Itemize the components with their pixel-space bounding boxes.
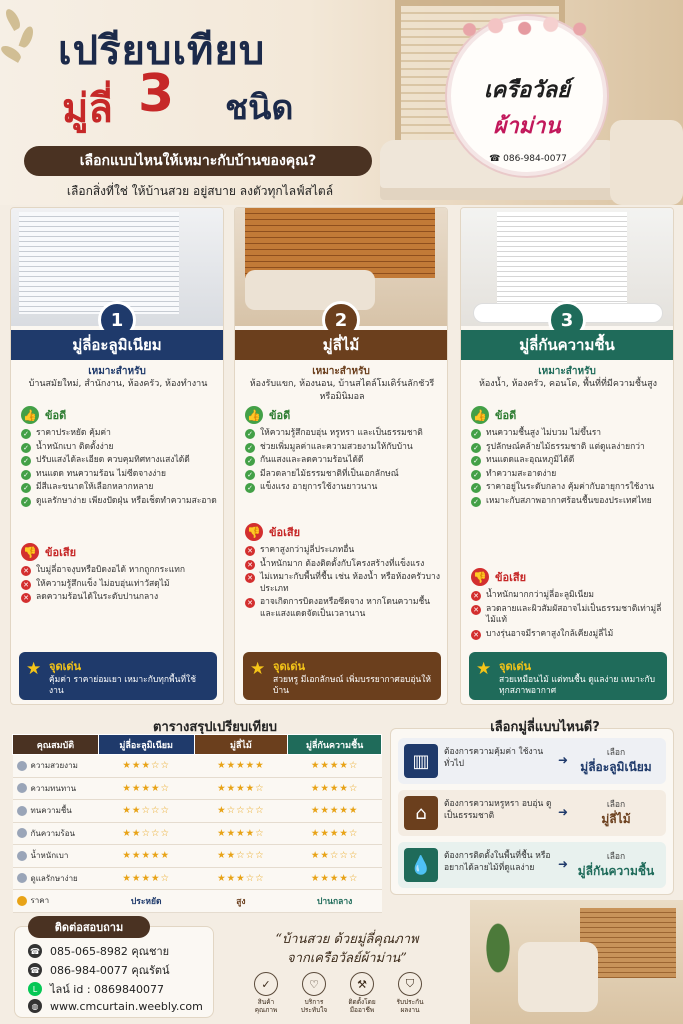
- check-icon: ✓: [245, 456, 255, 466]
- pro-item: ✓ ทนความชื้นสูง ไม่บวม ไม่ขึ้นรา: [471, 428, 667, 440]
- suitable-text: ห้องรับแขก, ห้องนอน, บ้านสไตล์โมเดิร์นลักชัวรี หรือมินิมอล: [249, 379, 435, 402]
- pro-item: ✓ ปรับแสงได้ละเอียด ควบคุมทิศทางแสงได้ดี: [21, 455, 217, 467]
- highlight-box: ★ จุดเด่น คุ้มค่า ราคาย่อมเยา เหมาะกับทุกพื้นที่ใช้งาน: [19, 652, 217, 700]
- contact-website[interactable]: ◍ www.cmcurtain.weebly.com: [28, 999, 203, 1013]
- check-icon: ✓: [21, 483, 31, 493]
- con-item: ✕ ไม่เหมาะกับพื้นที่ชื้น เช่น ห้องน้ำ หรือห้องครัวบางประเภท: [245, 572, 441, 595]
- choose-option-aluminium: ▥ ต้องการความคุ้มค่า ใช้งานทั่วไป ➜ เลือก มู่ลี่อะลูมิเนียม: [398, 738, 666, 784]
- star-rating: ★★★★☆: [288, 777, 382, 800]
- check-shield-icon: ✓: [254, 972, 278, 996]
- highlight-box: ★ จุดเด่น สวยหรู มีเอกลักษณ์ เพิ่มบรรยากาศอบอุ่นให้บ้าน: [243, 652, 441, 700]
- pro-item: ✓ ทนแดด ทนความร้อน ไม่ซีดจางง่าย: [21, 469, 217, 481]
- con-item: ✕ ลวดลายและผิวสัมผัสอาจไม่เป็นธรรมชาติเท่ามู่ลี่ไม้แท้: [471, 604, 667, 627]
- page-title-blinds: มู่ลี่: [62, 86, 113, 132]
- tagline: เลือกสิ่งที่ใช่ ให้บ้านสวย อยู่สบาย ลงตัวทุกไลฟ์สไตล์: [66, 184, 334, 198]
- attribute-icon: [17, 828, 27, 838]
- flower-decoration-icon: [455, 14, 600, 40]
- line-app-icon: L: [28, 982, 42, 996]
- check-icon: ✓: [21, 497, 31, 507]
- pro-item: ✓ ช่วยเพิ่มมูลค่าและความสวยงามให้กับบ้าน: [245, 442, 441, 454]
- table-header: มู่ลี่กันความชื้น: [288, 735, 382, 755]
- pro-item: ✓ ราคาอยู่ในระดับกลาง คุ้มค่ากับอายุการใช้งาน: [471, 482, 667, 494]
- pro-item: ✓ รูปลักษณ์คล้ายไม้ธรรมชาติ แต่ดูแลง่ายกว่า: [471, 442, 667, 454]
- page-title-line1: เปรียบเทียบ: [58, 28, 266, 74]
- cross-icon: ✕: [471, 591, 481, 601]
- check-icon: ✓: [245, 483, 255, 493]
- choose-option-moisture: 💧 ต้องการติดตั้งในพื้นที่ชื้น หรืออยากได้ลายไม้ที่ดูแลง่าย ➜ เลือก มู่ลี่กันความชื้น: [398, 842, 666, 888]
- table-row-label: ความทนทาน: [13, 777, 99, 800]
- page-title-types: ชนิด: [225, 88, 294, 128]
- con-item: ✕ บางรุ่นอาจมีราคาสูงใกล้เคียงมู่ลี่ไม้: [471, 629, 667, 641]
- cross-icon: ✕: [471, 630, 481, 640]
- star-rating: ★★★★☆: [194, 822, 288, 845]
- cons-section: 👎 ข้อเสีย ✕ ราคาสูงกว่ามู่ลี่ประเภทอื่น ✕ น้ำหนักมาก ต้องติดตั้งกับโครงสร้างที่แข็งแรง ✕ ไม่เหมาะกับพื้นที่ชื้น เช่น ห้องน้ำ หรือห้องครัวบางประเภท ✕ อาจเกิดการบิดงอหรือซีดจาง หากโดนความชื้นและแสงแดดจัดเป็นเวลานาน: [245, 523, 441, 622]
- table-row-label: ทนความชื้น: [13, 800, 99, 823]
- pro-item: ✓ ดูแลรักษาง่าย เพียงปัดฝุ่น หรือเช็ดทำความสะอาด: [21, 496, 217, 508]
- star-rating: ★★☆☆☆: [98, 800, 194, 823]
- con-item: ✕ อาจเกิดการบิดงอหรือซีดจาง หากโดนความชื้นและแสงแดดจัดเป็นเวลานาน: [245, 597, 441, 620]
- cross-icon: ✕: [245, 560, 255, 570]
- suitable-heading: เหมาะสำหรับ: [312, 366, 370, 377]
- star-icon: ★: [476, 659, 492, 679]
- star-rating: ★★★★☆: [98, 867, 194, 890]
- bottom-room-photo: [470, 900, 683, 1024]
- contact-phone-1[interactable]: ☎ 085-065-8982 คุณชาย: [28, 942, 169, 960]
- page-title-number: 3: [138, 64, 175, 124]
- card-aluminium: [10, 207, 224, 705]
- check-icon: ✓: [471, 429, 481, 439]
- star-rating: ★☆☆☆☆: [194, 800, 288, 823]
- pro-item: ✓ มีลวดลายไม้ธรรมชาติที่เป็นเอกลักษณ์: [245, 469, 441, 481]
- handshake-icon: ♡: [302, 972, 326, 996]
- shield-icon: ⛉: [398, 972, 422, 996]
- table-header: มู่ลี่ไม้: [194, 735, 288, 755]
- table-row: [13, 777, 382, 800]
- suitable-text: ห้องน้ำ, ห้องครัว, คอนโด, พื้นที่ที่มีความชื้นสูง: [478, 379, 658, 389]
- attribute-icon: [17, 783, 27, 793]
- thumbs-up-icon: 👍: [245, 406, 263, 424]
- cross-icon: ✕: [471, 605, 481, 615]
- pro-item: ✓ ทำความสะอาดง่าย: [471, 469, 667, 481]
- badge-quality: ✓ สินค้า คุณภาพ: [244, 972, 288, 1014]
- contact-line[interactable]: L ไลน์ id : 0869840077: [28, 980, 164, 998]
- con-item: ✕ ให้ความรู้สึกแข็ง ไม่อบอุ่นเท่าวัสดุไม้: [21, 579, 217, 591]
- table-row-label: ดูแลรักษาง่าย: [13, 867, 99, 890]
- table-header: มู่ลี่อะลูมิเนียม: [98, 735, 194, 755]
- pro-item: ✓ เหมาะกับสภาพอากาศร้อนชื้นของประเทศไทย: [471, 496, 667, 508]
- card-title: มู่ลี่ไม้: [235, 330, 447, 360]
- card-number-badge: 3: [548, 301, 586, 339]
- card-number-badge: 2: [322, 301, 360, 339]
- suitable-text: บ้านสมัยใหม่, สำนักงาน, ห้องครัว, ห้องทำงาน: [28, 379, 208, 389]
- table-row: [13, 755, 382, 778]
- cross-icon: ✕: [21, 566, 31, 576]
- cross-icon: ✕: [245, 573, 255, 583]
- thumbs-down-icon: 👎: [21, 543, 39, 561]
- pro-item: ✓ ราคาประหยัด คุ้มค่า: [21, 428, 217, 440]
- table-row: [13, 867, 382, 890]
- con-item: ✕ น้ำหนักมากกว่ามู่ลี่อะลูมิเนียม: [471, 590, 667, 602]
- check-icon: ✓: [245, 429, 255, 439]
- thumbs-up-icon: 👍: [471, 406, 489, 424]
- comparison-table-title: ตารางสรุปเปรียบเทียบ: [153, 720, 277, 735]
- badge-warranty: ⛉ รับประกัน ผลงาน: [388, 972, 432, 1014]
- pro-item: ✓ กันแสงและลดความร้อนได้ดี: [245, 455, 441, 467]
- pro-item: ✓ แข็งแรง อายุการใช้งานยาวนาน: [245, 482, 441, 494]
- check-icon: ✓: [21, 470, 31, 480]
- check-icon: ✓: [471, 497, 481, 507]
- thumbs-down-icon: 👎: [471, 568, 489, 586]
- arrow-right-icon: ➜: [558, 857, 569, 871]
- check-icon: ✓: [471, 470, 481, 480]
- building-icon: ▥: [404, 744, 438, 778]
- price-value: สูง: [194, 890, 288, 913]
- badge-installation: ⚒ ติดตั้งโดย มืออาชีพ: [340, 972, 384, 1014]
- star-rating: ★★★★☆: [288, 822, 382, 845]
- card-title: มู่ลี่กันความชื้น: [461, 330, 673, 360]
- table-row-label: น้ำหนักเบา: [13, 845, 99, 868]
- water-drop-icon: 💧: [404, 848, 438, 882]
- check-icon: ✓: [471, 443, 481, 453]
- check-icon: ✓: [471, 456, 481, 466]
- star-rating: ★★★☆☆: [194, 867, 288, 890]
- attribute-icon: [17, 761, 27, 771]
- cross-icon: ✕: [245, 546, 255, 556]
- choose-option-wood: ⌂ ต้องการความหรูหรา อบอุ่น ดูเป็นธรรมชาติ ➜ เลือก มู่ลี่ไม้: [398, 790, 666, 836]
- pros-section: 👍 ข้อดี ✓ ทนความชื้นสูง ไม่บวม ไม่ขึ้นรา ✓ รูปลักษณ์คล้ายไม้ธรรมชาติ แต่ดูแลง่ายกว่า ✓ ทนแดดและอุณหภูมิได้ดี ✓ ทำความสะอาดง่าย ✓ ราคาอยู่ในระดับกลาง คุ้มค่ากับอายุการใช้งาน ✓ เหมาะกับสภาพอากาศร้อนชื้นของประเทศไทย: [471, 406, 667, 509]
- table-header: คุณสมบัติ: [13, 735, 99, 755]
- star-rating: ★★★★★: [98, 845, 194, 868]
- table-row: [13, 822, 382, 845]
- star-rating: ★★★★☆: [288, 755, 382, 778]
- star-rating: ★★☆☆☆: [98, 822, 194, 845]
- contact-title: ติดต่อสอบถาม: [28, 916, 150, 938]
- attribute-icon: [17, 851, 27, 861]
- contact-phone-2[interactable]: ☎ 086-984-0077 คุณรัตน์: [28, 961, 170, 979]
- coin-icon: [17, 896, 27, 906]
- hero-chair-image: [610, 120, 683, 205]
- check-icon: ✓: [245, 470, 255, 480]
- suitable-heading: เหมาะสำหรับ: [88, 366, 146, 377]
- star-icon: ★: [250, 659, 266, 679]
- star-icon: ★: [26, 659, 42, 679]
- house-icon: ⌂: [404, 796, 438, 830]
- card-number-badge: 1: [98, 301, 136, 339]
- phone-icon: ☎: [28, 963, 42, 977]
- thumbs-down-icon: 👎: [245, 523, 263, 541]
- check-icon: ✓: [21, 429, 31, 439]
- brand-name-line1: เครือวัลย์: [484, 77, 570, 103]
- pros-section: 👍 ข้อดี ✓ ให้ความรู้สึกอบอุ่น หรูหรา และเป็นธรรมชาติ ✓ ช่วยเพิ่มมูลค่าและความสวยงามให้กับบ้าน ✓ กันแสงและลดความร้อนได้ดี ✓ มีลวดลายไม้ธรรมชาติที่เป็นเอกลักษณ์ ✓ แข็งแรง อายุการใช้งานยาวนาน: [245, 406, 441, 496]
- highlight-box: ★ จุดเด่น สวยเหมือนไม้ แต่ทนชื้น ดูแลง่าย เหมาะกับทุกสภาพอากาศ: [469, 652, 667, 700]
- brand-phone: ☎ 086-984-0077: [489, 154, 567, 164]
- quote: “บ้านสวย ด้วยมู่ลี่คุณภาพ จากเครือวัลย์ผ้าม่าน”: [275, 932, 419, 966]
- card-wood: [234, 207, 448, 705]
- comparison-table: [12, 734, 382, 913]
- choose-title: เลือกมู่ลี่แบบไหนดี?: [490, 720, 600, 735]
- star-rating: ★★★★☆: [98, 777, 194, 800]
- badge-service: ♡ บริการ ประทับใจ: [292, 972, 336, 1014]
- pros-section: 👍 ข้อดี ✓ ราคาประหยัด คุ้มค่า ✓ น้ำหนักเบา ติดตั้งง่าย ✓ ปรับแสงได้ละเอียด ควบคุมทิศทางแสงได้ดี ✓ ทนแดด ทนความร้อน ไม่ซีดจางง่าย ✓ มีสีและขนาดให้เลือกหลากหลาย ✓ ดูแลรักษาง่าย เพียงปัดฝุ่น หรือเช็ดทำความสะอาด: [21, 406, 217, 509]
- star-rating: ★★★★★: [288, 800, 382, 823]
- pro-item: ✓ มีสีและขนาดให้เลือกหลากหลาย: [21, 482, 217, 494]
- star-rating: ★★★★☆: [194, 777, 288, 800]
- star-rating: ★★★☆☆: [98, 755, 194, 778]
- globe-icon: ◍: [28, 999, 42, 1013]
- cons-section: 👎 ข้อเสีย ✕ น้ำหนักมากกว่ามู่ลี่อะลูมิเนียม ✕ ลวดลายและผิวสัมผัสอาจไม่เป็นธรรมชาติเท่ามู่ลี่ไม้แท้ ✕ บางรุ่นอาจมีราคาสูงใกล้เคียงมู่ลี่ไม้: [471, 568, 667, 642]
- star-rating: ★★★★★: [194, 755, 288, 778]
- check-icon: ✓: [245, 443, 255, 453]
- table-row-label: ความสวยงาม: [13, 755, 99, 778]
- star-rating: ★★★★☆: [288, 867, 382, 890]
- table-row: [13, 800, 382, 823]
- card-moisture-resistant: [460, 207, 674, 705]
- price-value: ประหยัด: [98, 890, 194, 913]
- cons-section: 👎 ข้อเสีย ✕ ใบมู่ลี่อาจงุบหรือบิดงอได้ หากถูกกระแทก ✕ ให้ความรู้สึกแข็ง ไม่อบอุ่นเท่าวัสดุไม้ ✕ ลดความร้อนได้ในระดับปานกลาง: [21, 543, 217, 606]
- table-row-price: ราคา ประหยัด สูง ปานกลาง: [13, 890, 382, 913]
- check-icon: ✓: [21, 456, 31, 466]
- brand-name-line2: ผ้าม่าน: [493, 113, 561, 139]
- attribute-icon: [17, 806, 27, 816]
- price-value: ปานกลาง: [288, 890, 382, 913]
- pro-item: ✓ ให้ความรู้สึกอบอุ่น หรูหรา และเป็นธรรมชาติ: [245, 428, 441, 440]
- suitable-heading: เหมาะสำหรับ: [538, 366, 596, 377]
- check-icon: ✓: [21, 443, 31, 453]
- cross-icon: ✕: [21, 593, 31, 603]
- attribute-icon: [17, 873, 27, 883]
- con-item: ✕ ลดความร้อนได้ในระดับปานกลาง: [21, 592, 217, 604]
- star-rating: ★★☆☆☆: [288, 845, 382, 868]
- arrow-right-icon: ➜: [558, 805, 569, 819]
- con-item: ✕ น้ำหนักมาก ต้องติดตั้งกับโครงสร้างที่แข็งแรง: [245, 559, 441, 571]
- arrow-right-icon: ➜: [558, 753, 569, 767]
- thumbs-up-icon: 👍: [21, 406, 39, 424]
- check-icon: ✓: [471, 483, 481, 493]
- star-rating: ★★☆☆☆: [194, 845, 288, 868]
- cross-icon: ✕: [245, 598, 255, 608]
- table-row: [13, 845, 382, 868]
- pro-item: ✓ น้ำหนักเบา ติดตั้งง่าย: [21, 442, 217, 454]
- tools-icon: ⚒: [350, 972, 374, 996]
- con-item: ✕ ใบมู่ลี่อาจงุบหรือบิดงอได้ หากถูกกระแทก: [21, 565, 217, 577]
- phone-icon: ☎: [28, 944, 42, 958]
- table-row-label: กันความร้อน: [13, 822, 99, 845]
- con-item: ✕ ราคาสูงกว่ามู่ลี่ประเภทอื่น: [245, 545, 441, 557]
- pro-item: ✓ ทนแดดและอุณหภูมิได้ดี: [471, 455, 667, 467]
- card-title: มู่ลี่อะลูมิเนียม: [11, 330, 223, 360]
- subtitle-banner: เลือกแบบไหนให้เหมาะกับบ้านของคุณ?: [24, 146, 372, 176]
- cross-icon: ✕: [21, 580, 31, 590]
